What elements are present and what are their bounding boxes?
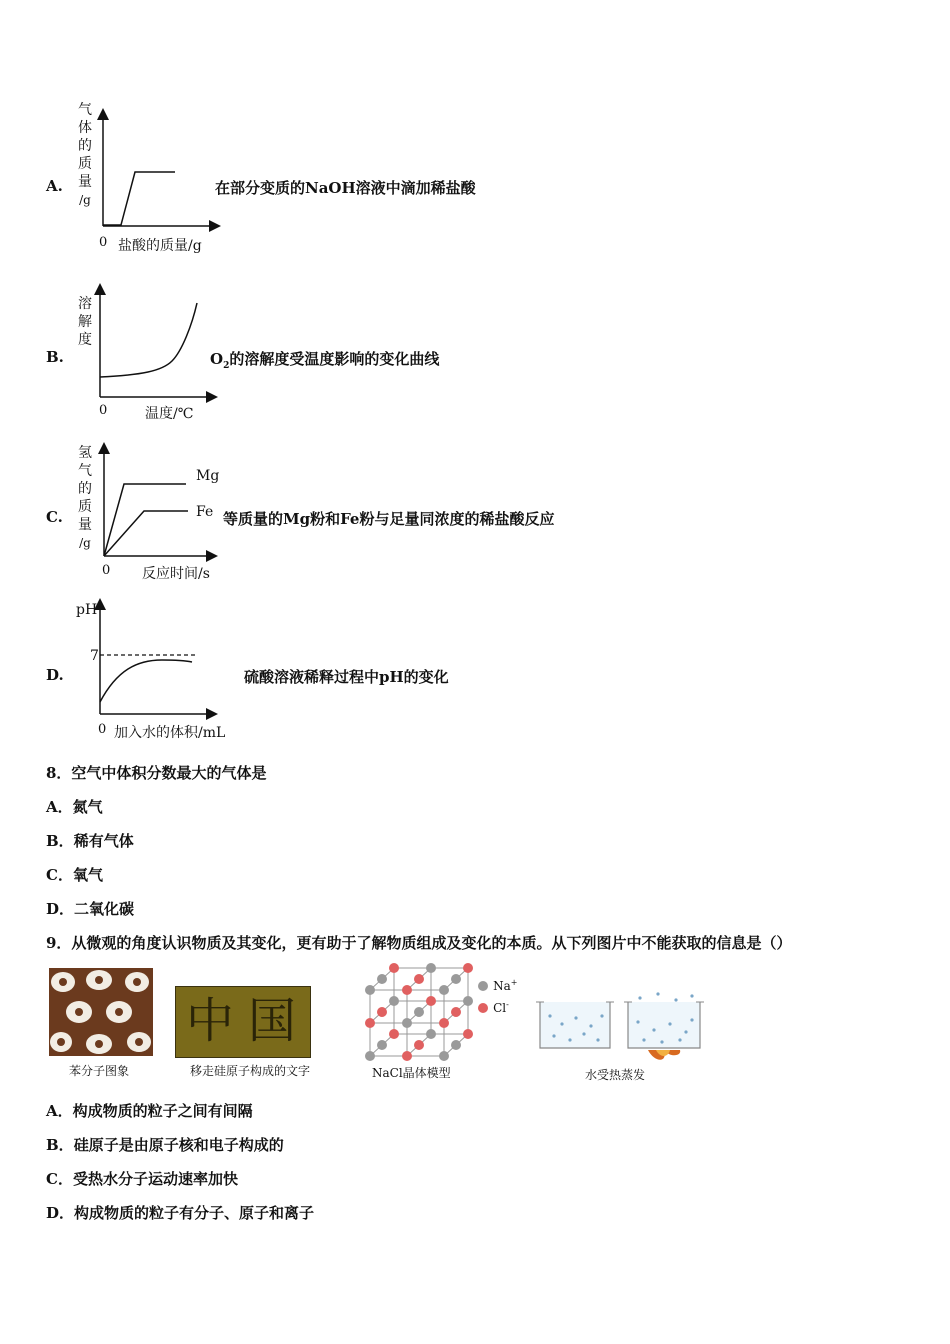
silicon-char: 中 bbox=[186, 993, 235, 1049]
graph-d bbox=[92, 598, 222, 728]
option-b bbox=[0, 285, 950, 425]
option-text: $O_2$的溶解度受温度影响的变化曲线 bbox=[210, 350, 440, 371]
option-text: 在部分变质的NaOH溶液中滴加稀盐酸 bbox=[215, 179, 476, 197]
legend-na: Na+ bbox=[493, 978, 518, 993]
na-ball-icon bbox=[478, 981, 488, 991]
option-label: A. bbox=[46, 177, 63, 195]
silicon-image bbox=[175, 986, 311, 1058]
option-label: B． bbox=[46, 1136, 74, 1154]
option-d bbox=[0, 598, 950, 748]
q9-option-d[interactable] bbox=[46, 1202, 314, 1223]
q8-option-d[interactable] bbox=[46, 898, 134, 919]
q9-option-a[interactable] bbox=[46, 1100, 253, 1121]
series-label-fe: Fe bbox=[196, 504, 214, 520]
option-c bbox=[0, 442, 950, 587]
caption-water: 水受热蒸发 bbox=[585, 1068, 646, 1082]
option-text: 硅原子是由原子核和电子构成的 bbox=[73, 1136, 284, 1154]
option-label: D. bbox=[46, 666, 64, 684]
option-label: A． bbox=[46, 798, 73, 816]
option-a bbox=[0, 95, 950, 265]
option-label: C. bbox=[46, 508, 63, 526]
option-text: 受热水分子运动速率加快 bbox=[72, 1170, 238, 1188]
q8-option-c[interactable] bbox=[46, 864, 103, 885]
y-tick-label: 7 bbox=[90, 648, 99, 664]
option-label: D． bbox=[46, 1204, 75, 1222]
x-axis-label: 加入水的体积/mL bbox=[114, 725, 226, 741]
y-axis-label: 氢 气 的 质 量 /g bbox=[78, 445, 92, 550]
caption-silicon: 移走硅原子构成的文字 bbox=[190, 1064, 311, 1078]
option-label: C． bbox=[46, 1170, 73, 1188]
option-text: 构成物质的粒子之间有间隔 bbox=[72, 1102, 253, 1120]
benzene-image bbox=[49, 968, 153, 1056]
option-label: B. bbox=[46, 348, 64, 366]
graph-a bbox=[95, 110, 225, 250]
caption-benzene: 苯分子图象 bbox=[69, 1064, 130, 1078]
x-axis-label: 反应时间/s bbox=[142, 566, 210, 582]
option-label: B． bbox=[46, 832, 74, 850]
option-text: 构成物质的粒子有分子、原子和离子 bbox=[74, 1204, 315, 1222]
option-text: 二氧化碳 bbox=[74, 900, 135, 918]
option-text: 硫酸溶液稀释过程中pH的变化 bbox=[244, 668, 449, 686]
option-text: 氮气 bbox=[72, 798, 103, 816]
question-8 bbox=[46, 762, 266, 783]
q8-option-a[interactable] bbox=[46, 796, 103, 817]
origin-label: 0 bbox=[99, 235, 108, 250]
option-text: 氧气 bbox=[72, 866, 103, 884]
x-axis-label: 盐酸的质量/g bbox=[118, 238, 202, 254]
caption-nacl: NaCl晶体模型 bbox=[372, 1066, 451, 1080]
y-axis-label: 气 体 的 质 量 /g bbox=[78, 102, 92, 207]
option-label: C． bbox=[46, 866, 73, 884]
origin-label: 0 bbox=[102, 563, 111, 578]
silicon-char: 国 bbox=[248, 993, 297, 1049]
water-evaporation-image bbox=[536, 994, 716, 1064]
option-text: 稀有气体 bbox=[73, 832, 134, 850]
q9-option-b[interactable] bbox=[46, 1134, 284, 1155]
question-stem: 8．空气中体积分数最大的气体是 bbox=[46, 764, 267, 782]
y-axis-label: pH bbox=[76, 602, 98, 618]
nacl-crystal-image bbox=[362, 962, 482, 1062]
x-axis-label: 温度/℃ bbox=[145, 406, 194, 422]
y-axis-label: 溶 解 度 bbox=[78, 296, 92, 348]
option-text: 等质量的Mg粉和Fe粉与足量同浓度的稀盐酸反应 bbox=[223, 510, 555, 528]
nacl-legend bbox=[478, 975, 517, 1019]
cl-ball-icon bbox=[478, 1003, 488, 1013]
series-label-mg: Mg bbox=[196, 468, 220, 484]
graph-b bbox=[92, 285, 222, 405]
option-label: A． bbox=[46, 1102, 73, 1120]
origin-label: 0 bbox=[98, 722, 107, 737]
q8-option-b[interactable] bbox=[46, 830, 134, 851]
origin-label: 0 bbox=[99, 403, 108, 418]
legend-cl: Cl- bbox=[493, 1000, 509, 1015]
question-9-stem: 9．从微观的角度认识物质及其变化，更有助于了解物质组成及变化的本质。从下列图片中不能获取的信息是（） bbox=[46, 934, 792, 952]
option-label: D． bbox=[46, 900, 75, 918]
q9-option-c[interactable] bbox=[46, 1168, 238, 1189]
